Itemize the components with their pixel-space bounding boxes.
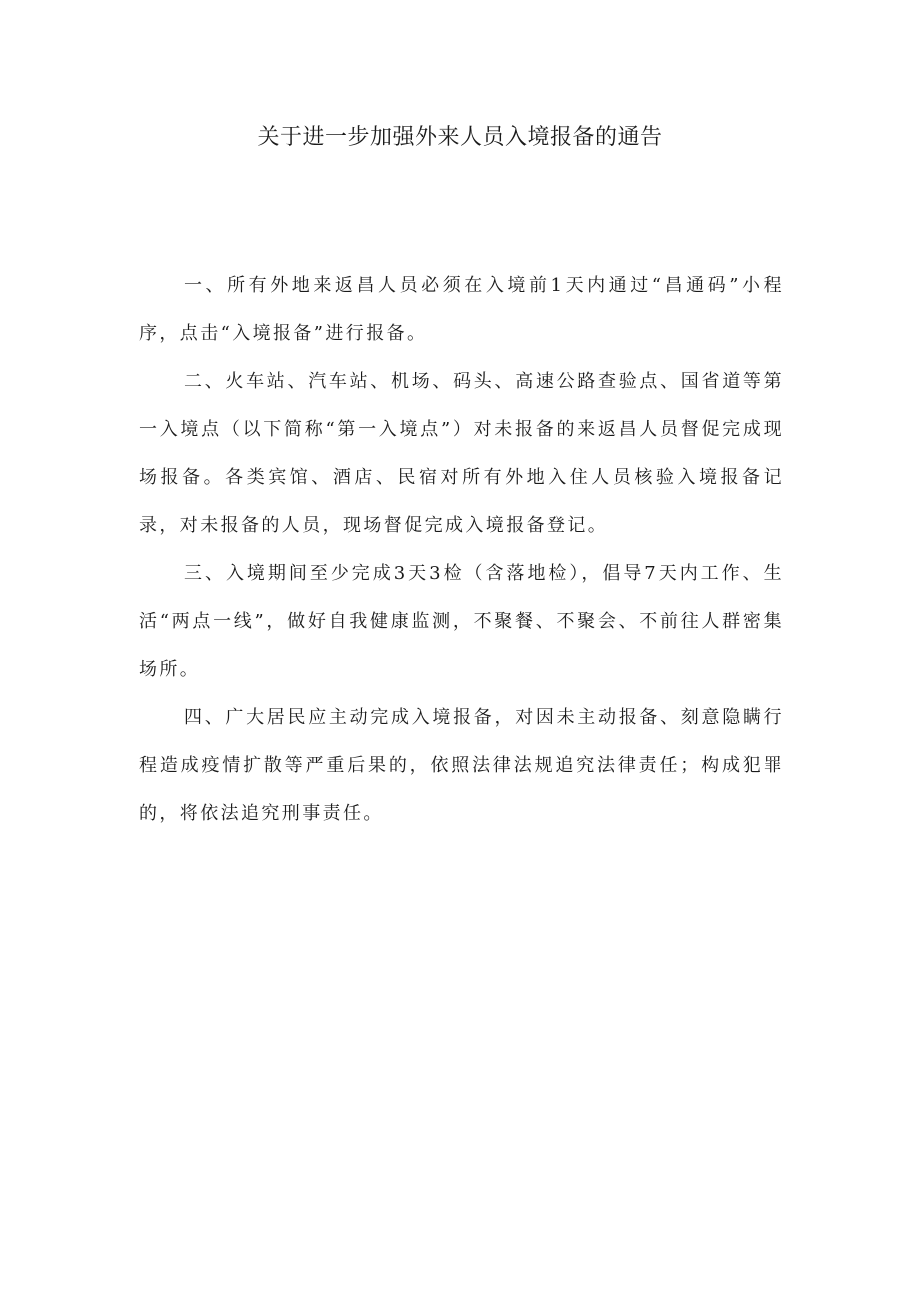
paragraph-3: 三、入境期间至少完成3天3检（含落地检），倡导7天内工作、生活“两点一线”，做好自我健康监测，不聚餐、不聚会、不前往人群密集场所。 [139, 563, 784, 680]
paragraph-2: 二、火车站、汽车站、机场、码头、高速公路查验点、国省道等第一入境点（以下简称“第一入境点”）对未报备的来返昌人员督促完成现场报备。各类宾馆、酒店、民宿对所有外地入住人员核验入境报备记录，对未报备的人员，现场督促完成入境报备登记。 [139, 371, 784, 536]
paragraph-4: 四、广大居民应主动完成入境报备，对因未主动报备、刻意隐瞒行程造成疫情扩散等严重后果的，依照法律法规追究法律责任；构成犯罪的，将依法追究刑事责任。 [139, 707, 784, 824]
document-title: 关于进一步加强外来人员入境报备的通告 [257, 125, 663, 150]
paragraph-1: 一、所有外地来返昌人员必须在入境前1天内通过“昌通码”小程序，点击“入境报备”进行报备。 [139, 275, 784, 344]
document-body [139, 262, 784, 838]
